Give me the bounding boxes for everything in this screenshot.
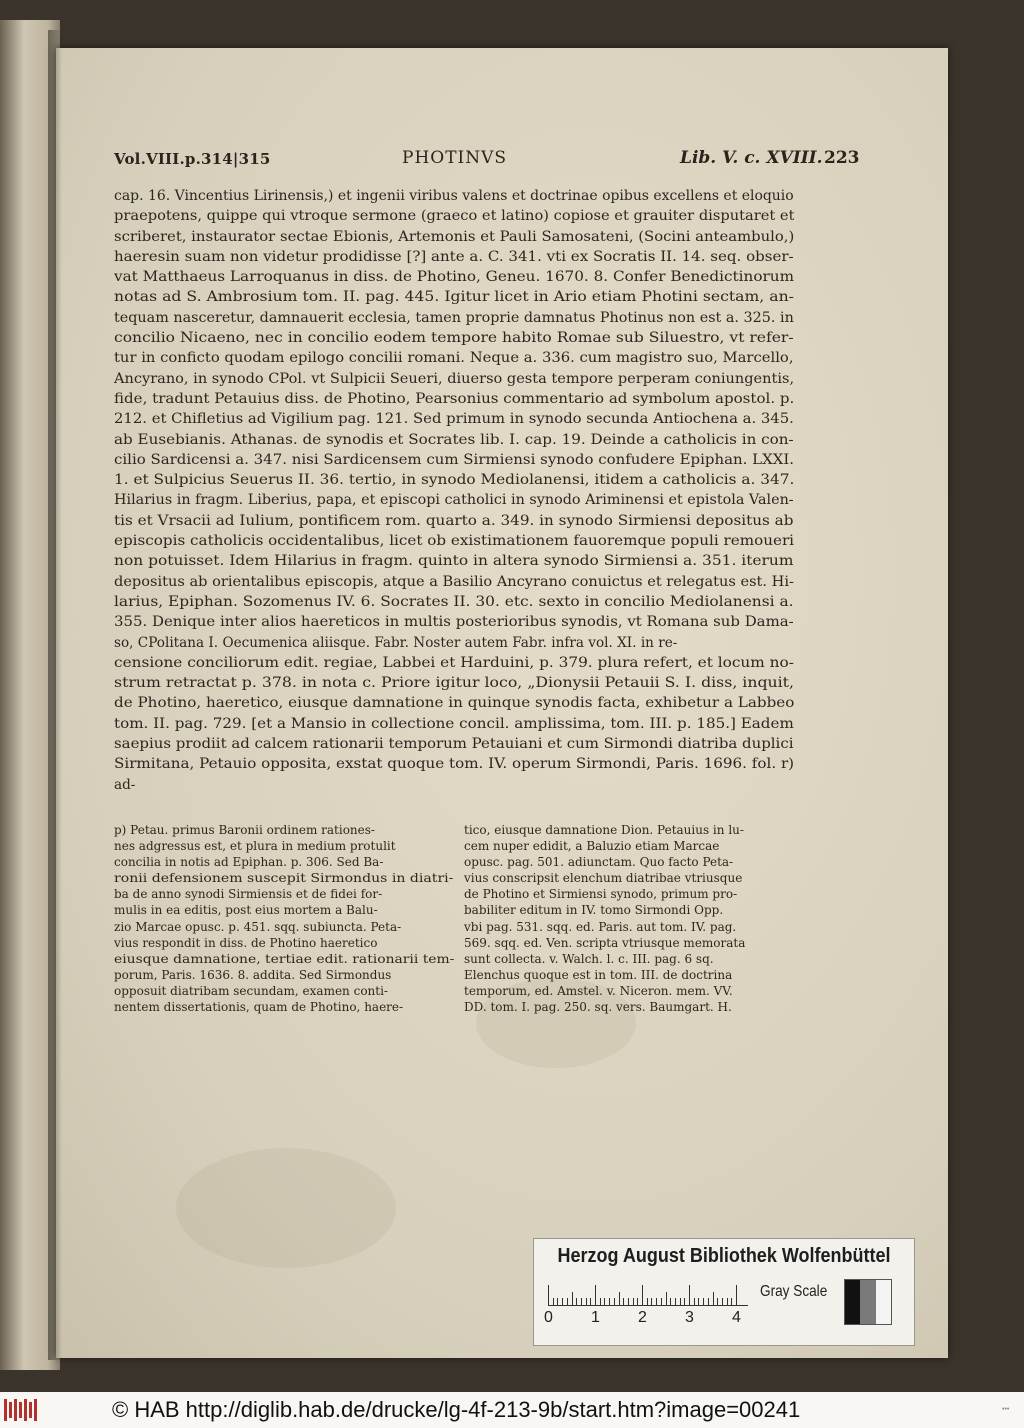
ruler-tick (614, 1298, 615, 1305)
running-head-volume: Vol.VIII.p.314|315 (114, 150, 271, 168)
text-line: notas ad S. Ambrosium tom. II. pag. 445. Igitur licet in Ario etiam Photini sectam, an- (114, 289, 794, 306)
footnote-line: sunt collecta. v. Walch. l. c. III. pag. 6 sq. (464, 951, 714, 966)
text-line: tur in conficto quodam epilogo concilii romani. Neque a. 336. cum magistro suo, Marcello, (114, 350, 794, 367)
show-through-text (120, 756, 780, 816)
text-line: fide, tradunt Petauius diss. de Photino, Pearsonius commentario ad symbolum apostol. p. (114, 390, 794, 407)
ruler-tick (656, 1298, 657, 1305)
text-line: tom. II. pag. 729. [et a Mansio in collectione concil. amplissima, tom. III. p. 185.] Eadem (114, 715, 794, 732)
logo-bar (9, 1402, 12, 1418)
ruler-tick (572, 1292, 573, 1305)
page-number: 223 (824, 148, 860, 168)
ruler-tick (717, 1298, 718, 1305)
scale-number: 1 (591, 1309, 600, 1326)
ruler-tick (651, 1298, 652, 1305)
ruler-tick (647, 1298, 648, 1305)
text-line: 1. et Sulpicius Seuerus II. 36. tertio, in synodo Mediolanensi, itidem a catholicis a. 347. (114, 472, 794, 489)
logo-bar (19, 1402, 22, 1418)
gray-scale-label: Gray Scale (760, 1283, 828, 1300)
ruler-tick (581, 1298, 582, 1305)
footnote-line: opposuit diatribam secundam, examen conti- (114, 983, 388, 998)
ruler-tick (633, 1298, 634, 1305)
swatch-black (845, 1280, 860, 1324)
scale-number: 4 (732, 1309, 741, 1326)
footnote-line: mulis in ea editis, post eius mortem a Balu- (114, 903, 378, 918)
footnote-line: ronii defensionem suscepit Sirmondus in diatri- (114, 871, 454, 886)
ruler-ticks (548, 1285, 748, 1306)
ruler-tick (680, 1298, 681, 1305)
ruler-tick (736, 1285, 737, 1305)
ruler-tick (623, 1298, 624, 1305)
footnote-line: nes adgressus est, et plura in medium protulit (114, 839, 396, 854)
ruler-tick (562, 1298, 563, 1305)
footnote-line: cem nuper edidit, a Baluzio etiam Marcae (464, 839, 720, 854)
footnote-line: zio Marcae opusc. p. 451. sqq. subiuncta. Peta- (114, 919, 402, 934)
ruler-tick (727, 1298, 728, 1305)
footnote-line: vbi pag. 531. sqq. ed. Paris. aut tom. IV. pag. (464, 919, 737, 934)
footnote-line: opusc. pag. 501. adiunctam. Quo facto Peta- (464, 855, 734, 870)
footer-copyright-url[interactable]: © HAB http://diglib.hab.de/drucke/lg-4f-213-9b/start.htm?image=00241 (112, 1397, 801, 1422)
scale-ruler (544, 1277, 768, 1331)
ruler-tick (689, 1285, 690, 1305)
text-line: concilio Nicaeno, nec in concilio eodem tempore habito Romae sub Siluestro, vt refer- (114, 330, 794, 347)
logo-bar (24, 1399, 27, 1421)
ruler-tick (708, 1298, 709, 1305)
gray-scale-swatches (844, 1279, 892, 1325)
running-head-chapter: Lib. V. c. XVIII. (680, 148, 823, 168)
swatch-white (876, 1280, 891, 1324)
ruler-tick (694, 1298, 695, 1305)
ruler-tick (722, 1298, 723, 1305)
footer-bar (0, 1392, 1024, 1428)
footnote-line: p) Petau. primus Baronii ordinem rationes- (114, 823, 375, 837)
footnote-line: vius conscripsit elenchum diatribae vtriusque (464, 871, 743, 886)
swatch-gray (860, 1280, 875, 1324)
text-line: strum retractat p. 378. in nota c. Priore igitur loco, „Dionysii Petauii S. I. diss, inquit, (114, 675, 794, 692)
footnote-line: eiusque damnatione, tertiae edit. rationarii tem- (114, 951, 454, 966)
ruler-tick (670, 1298, 671, 1305)
footnote-line: nentem dissertationis, quam de Photino, haere- (114, 1000, 404, 1015)
ruler-tick (567, 1298, 568, 1305)
footnote-line: 569. sqq. ed. Ven. scripta vtriusque memorata (464, 935, 746, 950)
scale-number: 3 (685, 1309, 694, 1326)
hab-logo-icon (4, 1399, 38, 1421)
footnote-line: concilia in notis ad Epiphan. p. 306. Sed Ba- (114, 855, 384, 870)
text-line: ad- (114, 776, 136, 793)
ruler-tick (713, 1292, 714, 1305)
logo-bar (4, 1399, 7, 1421)
ruler-tick (576, 1298, 577, 1305)
footnote-line: porum, Paris. 1636. 8. addita. Sed Sirmondus (114, 967, 392, 982)
footnote-line: temporum, ed. Amstel. v. Niceron. mem. VV. (464, 983, 733, 998)
running-head (114, 148, 860, 172)
ruler-tick (731, 1298, 732, 1305)
text-line: so, CPolitana I. Oecumenica aliisque. Fabr. Noster autem Fabr. infra vol. XI. in re- (114, 634, 678, 651)
ruler-tick (698, 1298, 699, 1305)
ruler-tick (666, 1292, 667, 1305)
text-line: cap. 16. Vincentius Lirinensis,) et ingenii viribus valens et doctrinae opibus excellens et eloquio (114, 188, 794, 204)
ruler-tick (609, 1298, 610, 1305)
text-line: praepotens, quippe qui vtroque sermone (graeco et latino) copiose et grauiter disputaret et (114, 208, 794, 225)
text-line: tis et Vrsacii ad Iulium, pontificem rom. quarto a. 349. in synodo Sirmiensi depositus ab (114, 512, 794, 529)
ruler-tick (586, 1298, 587, 1305)
text-line: censione conciliorum edit. regiae, Labbei et Harduini, p. 379. plura refert, et locum no- (114, 654, 794, 671)
ruler-tick (604, 1298, 605, 1305)
footnote-line: Elenchus quoque est in tom. III. de doctrina (464, 967, 733, 982)
footer-dots-icon: ••• (1002, 1406, 1010, 1413)
ruler-tick (548, 1285, 549, 1305)
scale-number: 2 (638, 1309, 647, 1326)
text-line: 212. et Chifletius ad Vigilium pag. 121. Sed primum in synodo secunda Antiochena a. 345. (114, 411, 794, 428)
text-line: saepius prodiit ad calcem rationarii temporum Petauiani et cum Sirmondi diatriba duplici (114, 736, 794, 753)
main-text-block (114, 186, 794, 795)
text-line: 355. Denique inter alios haereticos in multis posterioribus synodis, vt Romana sub Dama- (114, 614, 794, 631)
ruler-tick (642, 1285, 643, 1305)
ruler-tick (600, 1298, 601, 1305)
running-head-title: PHOTINVS (402, 148, 508, 168)
footnotes (114, 822, 794, 1052)
logo-bar (34, 1399, 37, 1421)
ruler-tick (675, 1298, 676, 1305)
footnote-line: DD. tom. I. pag. 250. sq. vers. Baumgart. H. (464, 1000, 732, 1015)
text-line: haeresin suam non videtur prodidisse [?] ante a. C. 341. vti ex Socratis II. 14. seq. obser- (114, 248, 794, 265)
footnote-column-left (114, 822, 454, 1015)
text-line: Hilarius in fragm. Liberius, papa, et episcopi catholici in synodo Ariminensi et epistola Valen- (114, 492, 794, 509)
library-label (533, 1238, 915, 1346)
text-line: de Photino, haeretico, eiusque damnatione in quinque synodis facta, exhibetur a Labbeo (114, 695, 794, 712)
ruler-tick (557, 1298, 558, 1305)
text-line: vat Matthaeus Larroquanus in diss. de Photino, Geneu. 1670. 8. Confer Benedictinorum (114, 269, 794, 286)
footnote-line: de Photino et Sirmiensi synodo, primum pro- (464, 887, 738, 902)
ruler-tick (628, 1298, 629, 1305)
spine-shadow (48, 30, 62, 1360)
footnote-column-right (464, 822, 796, 1015)
footnote-line: vius respondit in diss. de Photino haeretico (114, 935, 378, 950)
footnote-line: ba de anno synodi Sirmiensis et de fidei for- (114, 887, 383, 902)
ruler-tick (684, 1298, 685, 1305)
text-line: Ancyrano, in synodo CPol. vt Sulpicii Seueri, diuerso gesta tempore perperam coniungentis, (114, 370, 794, 387)
text-line: non potuisset. Idem Hilarius in fragm. quinto in altera synodo Sirmiensi a. 351. iterum (114, 553, 794, 570)
text-line: ab Eusebianis. Athanas. de synodis et Socrates lib. I. cap. 19. Deinde a catholicis in con- (114, 431, 794, 448)
ruler-tick (595, 1285, 596, 1305)
logo-bar (29, 1402, 32, 1418)
library-name: Herzog August Bibliothek Wolfenbüttel (557, 1245, 891, 1267)
footnote-line: tico, eiusque damnatione Dion. Petauius in lu- (464, 823, 744, 837)
text-line: tequam nasceretur, damnauerit ecclesia, tamen proprie damnatus Photinus non est a. 325. in (114, 309, 794, 326)
ruler-tick (590, 1298, 591, 1305)
ruler-tick (619, 1292, 620, 1305)
ruler-tick (637, 1298, 638, 1305)
text-line: depositus ab orientalibus episcopis, atque a Basilio Ancyrano conuictus et relegatus est. Hi- (114, 573, 794, 590)
text-line: scriberet, instaurator sectae Ebionis, Artemonis et Pauli Samosateni, (Socini anteambulo,) (114, 228, 794, 245)
text-line: cilio Sardicensi a. 347. nisi Sardicensem cum Sirmiensi synodo confudere Epiphan. LXXI. (114, 451, 794, 468)
ruler-tick (661, 1298, 662, 1305)
ruler-tick (553, 1298, 554, 1305)
text-line: larius, Epiphan. Sozomenus IV. 6. Socrates II. 30. etc. sexto in concilio Mediolanensi a. (114, 593, 794, 610)
text-line: Sirmitana, Petauio opposita, exstat quoque tom. IV. operum Sirmondi, Paris. 1696. fol. r) (114, 756, 794, 773)
ruler-tick (703, 1298, 704, 1305)
footnote-line: babiliter editum in IV. tomo Sirmondi Opp. (464, 903, 724, 918)
logo-bar (14, 1399, 17, 1421)
scale-number: 0 (544, 1309, 553, 1326)
text-line: episcopis catholicis occidentalibus, licet ob existimationem fauoremque populi remoueri (114, 533, 794, 550)
